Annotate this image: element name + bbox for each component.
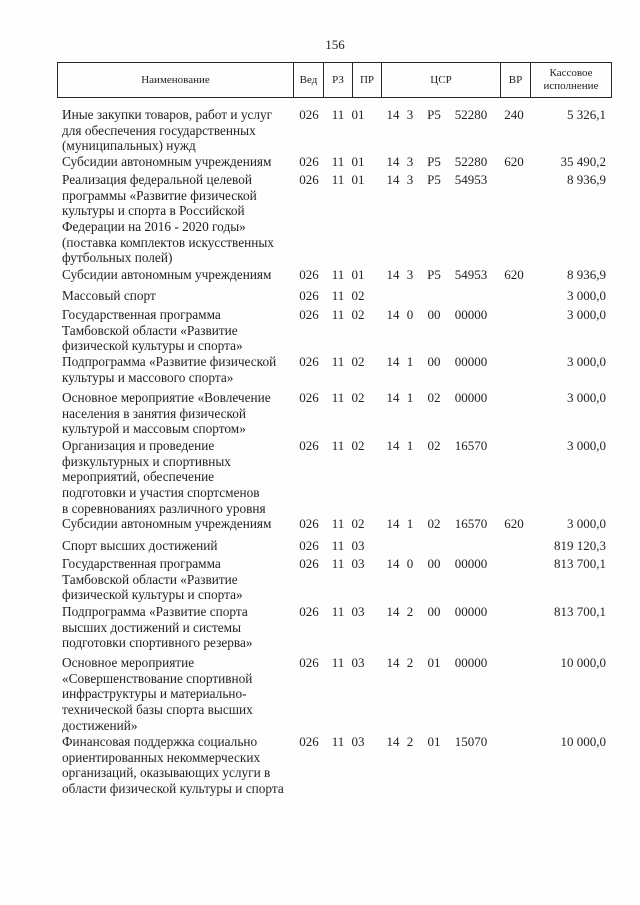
table-row: [0, 354, 640, 385]
row-rz: 11: [331, 734, 345, 749]
row-pr: 01: [351, 107, 365, 122]
row-csr-part: 52280: [454, 107, 488, 122]
row-csr-part: 14: [386, 154, 400, 169]
row-name-line: высших достижений и системы: [62, 619, 242, 635]
row-name-line: Государственная программа: [62, 307, 221, 322]
row-csr-part: 01: [427, 734, 441, 749]
row-rz: 11: [331, 390, 345, 405]
row-csr-part: 00000: [454, 604, 488, 619]
row-amount: 3 000,0: [567, 516, 606, 531]
row-rz: 11: [331, 307, 345, 322]
row-rz: 11: [331, 516, 345, 531]
row-csr-part: 0: [406, 307, 414, 322]
row-name: [62, 734, 292, 797]
row-csr-part: 1: [406, 390, 414, 405]
header-vr-label: ВР: [508, 73, 523, 86]
row-csr-part: 14: [386, 655, 400, 670]
row-csr-part: 2: [406, 604, 414, 619]
row-pr: 03: [351, 556, 365, 571]
row-vr: 620: [504, 154, 524, 169]
row-csr-part: 2: [406, 734, 414, 749]
row-name-line: инфраструктуры и материально-: [62, 686, 247, 702]
row-ved: 026: [299, 107, 319, 122]
row-pr: 03: [351, 538, 365, 553]
row-pr: 02: [351, 288, 365, 303]
row-amount: 3 000,0: [567, 354, 606, 369]
row-csr-part: 52280: [454, 154, 488, 169]
row-name-line: физкультурных и спортивных: [62, 453, 231, 469]
row-ved: 026: [299, 556, 319, 571]
row-name-line: достижений»: [62, 717, 138, 733]
row-rz: 11: [331, 655, 345, 670]
row-name-line: Спорт высших достижений: [62, 538, 218, 553]
row-name-line: Субсидии автономным учреждениям: [62, 516, 272, 531]
row-ved: 026: [299, 154, 319, 169]
row-name-line: физической культуры и спорта»: [62, 587, 243, 603]
row-name-line: Подпрограмма «Развитие физической: [62, 354, 277, 369]
row-name-line: Государственная программа: [62, 556, 221, 571]
row-name-line: населения в занятия физической: [62, 405, 247, 421]
row-ved: 026: [299, 390, 319, 405]
table-row: [0, 107, 640, 154]
row-name-line: организаций, оказывающих услуги в: [62, 765, 271, 781]
row-name-line: Иные закупки товаров, работ и услуг: [62, 107, 273, 122]
row-name: [62, 604, 292, 651]
row-name: [62, 556, 292, 603]
row-pr: 01: [351, 154, 365, 169]
row-ved: 026: [299, 267, 319, 282]
row-pr: 02: [351, 354, 365, 369]
table-row: [0, 734, 640, 797]
row-csr-part: 00: [427, 307, 441, 322]
row-csr-part: 00000: [454, 354, 488, 369]
row-pr: 02: [351, 307, 365, 322]
row-csr-part: 14: [386, 390, 400, 405]
row-amount: 8 936,9: [567, 267, 606, 282]
row-rz: 11: [331, 172, 345, 187]
row-csr-part: 1: [406, 354, 414, 369]
row-name-line: Организация и проведение: [62, 438, 215, 453]
row-csr-part: 1: [406, 516, 414, 531]
row-csr-part: 3: [406, 154, 414, 169]
table-row: [0, 390, 640, 437]
row-name-line: Массовый спорт: [62, 288, 156, 303]
row-pr: 02: [351, 390, 365, 405]
row-name-line: культуры и спорта в Российской: [62, 203, 245, 219]
row-ved: 026: [299, 288, 319, 303]
row-name-line: программы «Развитие физической: [62, 187, 257, 203]
row-amount: 10 000,0: [560, 734, 606, 749]
table-row: [0, 438, 640, 516]
row-name-line: физической культуры и спорта»: [62, 338, 243, 354]
table-header: [57, 62, 612, 98]
row-name: [62, 438, 292, 516]
row-csr-part: 14: [386, 107, 400, 122]
row-csr-part: 14: [386, 267, 400, 282]
row-csr-part: 01: [427, 655, 441, 670]
row-name-line: области физической культуры и спорта: [62, 781, 284, 797]
row-csr-part: 3: [406, 107, 414, 122]
header-pr-label: ПР: [359, 73, 375, 86]
row-ved: 026: [299, 438, 319, 453]
row-ved: 026: [299, 307, 319, 322]
row-name: [62, 354, 292, 385]
row-csr-part: 00: [427, 354, 441, 369]
row-amount: 3 000,0: [567, 288, 606, 303]
row-csr-part: 02: [427, 516, 441, 531]
row-amount: 5 326,1: [567, 107, 606, 122]
row-name-line: Субсидии автономным учреждениям: [62, 267, 272, 282]
row-amount: 819 120,3: [554, 538, 606, 553]
row-name: [62, 655, 292, 733]
row-ved: 026: [299, 354, 319, 369]
header-pr: [353, 63, 382, 97]
row-name: [62, 538, 292, 554]
header-csr: [382, 63, 501, 97]
row-ved: 026: [299, 655, 319, 670]
row-csr-part: 00: [427, 604, 441, 619]
row-csr-part: P5: [427, 267, 441, 282]
row-ved: 026: [299, 734, 319, 749]
row-rz: 11: [331, 288, 345, 303]
row-rz: 11: [331, 267, 345, 282]
row-rz: 11: [331, 354, 345, 369]
row-name: [62, 390, 292, 437]
row-rz: 11: [331, 538, 345, 553]
row-name-line: подготовки спортивного резерва»: [62, 635, 253, 651]
header-amount: [531, 63, 611, 97]
row-amount: 8 936,9: [567, 172, 606, 187]
row-name-line: культуры и массового спорта»: [62, 369, 234, 385]
row-name-line: Субсидии автономным учреждениям: [62, 154, 272, 169]
row-csr-part: 00000: [454, 556, 488, 571]
row-name: [62, 307, 292, 354]
table-row: [0, 604, 640, 651]
row-csr-part: 02: [427, 438, 441, 453]
row-name-line: «Совершенствование спортивной: [62, 670, 253, 686]
row-pr: 02: [351, 516, 365, 531]
row-csr-part: P5: [427, 172, 441, 187]
row-ved: 026: [299, 516, 319, 531]
page-number: 156: [325, 37, 345, 52]
row-name: [62, 516, 292, 532]
row-csr-part: 1: [406, 438, 414, 453]
table-row: [0, 556, 640, 603]
header-name: [58, 63, 294, 97]
row-name: [62, 107, 292, 154]
row-csr-part: 14: [386, 604, 400, 619]
row-amount: 35 490,2: [560, 154, 606, 169]
row-name-line: культурой и массовым спортом»: [62, 421, 246, 437]
row-name-line: Федерации на 2016 - 2020 годы»: [62, 219, 246, 235]
row-pr: 03: [351, 655, 365, 670]
row-ved: 026: [299, 604, 319, 619]
row-amount: 3 000,0: [567, 307, 606, 322]
row-name-line: Тамбовской области «Развитие: [62, 571, 238, 587]
row-amount: 813 700,1: [554, 556, 606, 571]
row-csr-part: 3: [406, 267, 414, 282]
row-csr-part: 00000: [454, 390, 488, 405]
row-name-line: ориентированных некоммерческих: [62, 749, 261, 765]
row-name-line: Тамбовской области «Развитие: [62, 322, 238, 338]
row-csr-part: 14: [386, 172, 400, 187]
row-csr-part: 14: [386, 354, 400, 369]
table-row: [0, 154, 640, 170]
row-vr: 620: [504, 267, 524, 282]
row-name-line: подготовки и участия спортсменов: [62, 485, 260, 501]
row-name: [62, 288, 292, 304]
row-name-line: Финансовая поддержка социально: [62, 734, 258, 749]
row-vr: 620: [504, 516, 524, 531]
row-csr-part: 2: [406, 655, 414, 670]
header-amount-line: Кассовое: [549, 67, 593, 79]
table-row: [0, 307, 640, 354]
row-name-line: для обеспечения государственных: [62, 122, 256, 138]
row-csr-part: 14: [386, 556, 400, 571]
row-name-line: Подпрограмма «Развитие спорта: [62, 604, 248, 619]
row-amount: 10 000,0: [560, 655, 606, 670]
row-csr-part: 54953: [454, 172, 488, 187]
row-name-line: (поставка комплектов искусственных: [62, 234, 274, 250]
row-csr-part: 14: [386, 734, 400, 749]
table-row: [0, 538, 640, 554]
row-amount: 3 000,0: [567, 390, 606, 405]
row-pr: 01: [351, 172, 365, 187]
row-csr-part: 15070: [454, 734, 488, 749]
row-pr: 03: [351, 604, 365, 619]
row-name-line: в соревнованиях различного уровня: [62, 500, 266, 516]
row-name-line: Основное мероприятие: [62, 655, 195, 670]
row-name-line: технической базы спорта высших: [62, 702, 253, 718]
row-csr-part: 02: [427, 390, 441, 405]
row-csr-part: 3: [406, 172, 414, 187]
row-name: [62, 154, 292, 170]
row-amount: 813 700,1: [554, 604, 606, 619]
row-name-line: мероприятий, обеспечение: [62, 469, 215, 485]
row-name: [62, 172, 292, 266]
row-ved: 026: [299, 172, 319, 187]
row-csr-part: 14: [386, 307, 400, 322]
table-row: [0, 655, 640, 733]
row-csr-part: P5: [427, 154, 441, 169]
row-csr-part: 00000: [454, 307, 488, 322]
row-ved: 026: [299, 538, 319, 553]
header-rz: [324, 63, 353, 97]
row-name-line: Основное мероприятие «Вовлечение: [62, 390, 271, 405]
row-pr: 03: [351, 734, 365, 749]
header-name-label: Наименование: [141, 73, 210, 86]
header-rz-label: РЗ: [332, 73, 344, 86]
row-csr-part: 16570: [454, 438, 488, 453]
row-csr-part: 16570: [454, 516, 488, 531]
row-name: [62, 267, 292, 283]
header-amount-line: исполнение: [543, 80, 599, 92]
table-row: [0, 267, 640, 283]
row-vr: 240: [504, 107, 524, 122]
row-rz: 11: [331, 604, 345, 619]
table-row: [0, 516, 640, 532]
row-rz: 11: [331, 154, 345, 169]
row-rz: 11: [331, 556, 345, 571]
header-ved: [294, 63, 324, 97]
header-vr: [501, 63, 531, 97]
table-row: [0, 172, 640, 266]
row-pr: 01: [351, 267, 365, 282]
row-csr-part: 54953: [454, 267, 488, 282]
row-rz: 11: [331, 438, 345, 453]
table-row: [0, 288, 640, 304]
row-csr-part: 14: [386, 516, 400, 531]
row-csr-part: 00: [427, 556, 441, 571]
row-rz: 11: [331, 107, 345, 122]
row-csr-part: 14: [386, 438, 400, 453]
row-csr-part: 00000: [454, 655, 488, 670]
row-name-line: футбольных полей): [62, 250, 173, 266]
header-csr-label: ЦСР: [430, 73, 452, 86]
row-amount: 3 000,0: [567, 438, 606, 453]
row-pr: 02: [351, 438, 365, 453]
row-name-line: (муниципальных) нужд: [62, 138, 196, 154]
row-csr-part: 0: [406, 556, 414, 571]
row-csr-part: P5: [427, 107, 441, 122]
row-name-line: Реализация федеральной целевой: [62, 172, 252, 187]
header-ved-label: Вед: [299, 73, 318, 86]
